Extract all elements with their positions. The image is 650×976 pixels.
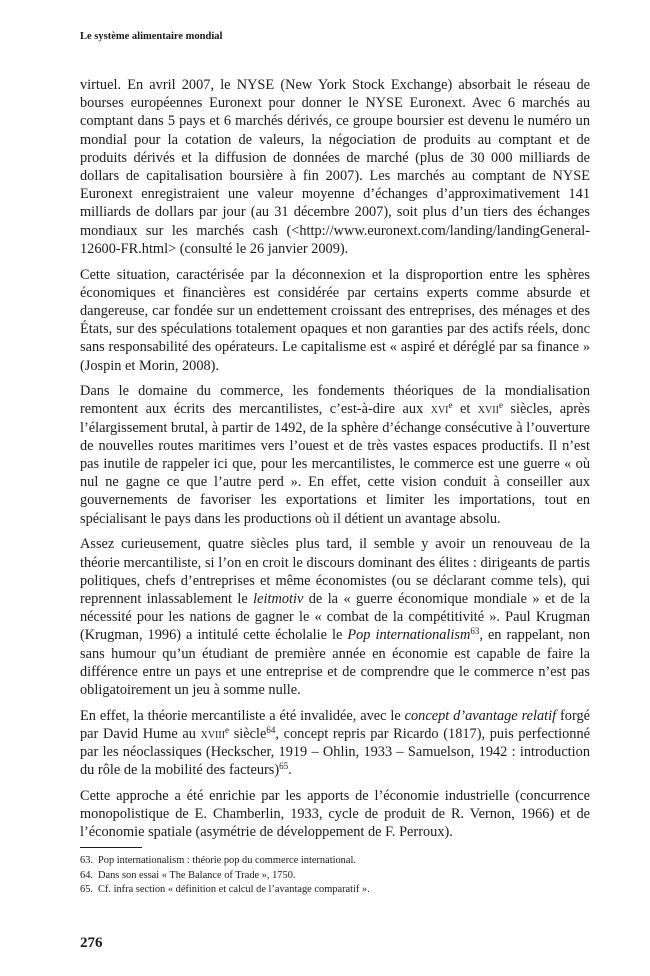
text-run: virtuel. En avril 2007, le NYSE (New York Stock Exchange) absorbait le réseau de bourses européennes Euronext pour donner le NYSE Euronext. Avec 6 marchés au comptant dans 5 pays et 6 marchés dérivés, ce groupe boursier est devenu le numéro un mondial pour la cotation de valeurs, la négociation de produits au comptant et de produits dérivés et la diffusion de données de marché (plus de 30 000 milliards de dollars de capitalisation boursière à fin 2007). Les marchés au comptant de NYSE Euronext enregistraient une valeur moyenne d’échanges d’approximativement 141 milliards de dollars par jour (au 31 décembre 2007), soit plus d’un tiers des échanges mondiaux sur les marchés cash (<http://www.euronext.com/landing/landingGeneral-12600-FR.html> (consulté le 26 janvier 2009). — [80, 77, 590, 257]
footnote-text: Cf. infra section « définition et calcul de l’avantage comparatif ». — [98, 884, 370, 896]
footnote-ref: 64 — [266, 724, 276, 735]
text-run: et — [452, 401, 478, 418]
footnotes — [80, 854, 590, 898]
paragraph — [80, 382, 590, 528]
text-run: En effet, la théorie mercantiliste a été invalidée, avec le — [80, 707, 405, 724]
footnote-text: Dans son essai « The Balance of Trade », 1750. — [98, 869, 296, 881]
ordinal-suffix: e — [225, 724, 230, 735]
text-run: siècles, après l’élargissement brutal, à partir de 1492, de la sphère d’échange consécutive à l’ouverture de nouvelles routes maritimes vers l’ouest et de très vastes espaces productifs. Il n’est pas inutile de rappeler ici que, pour les mercantilistes, le commerce est une guerre « où nul ne gagne ce que l’autre perd ». En effet, cette vision conduit à conseiller aux gouvernements de favoriser les exportations et limiter les importations, tout en spécialisant le pays dans les productions où il détient un avantage absolu. — [80, 401, 590, 527]
footnote-separator — [80, 847, 142, 848]
century-numeral: xviii — [200, 725, 226, 742]
text-run: Assez curieusement, quatre siècles plus tard, il semble y avoir un renouveau de la théorie mercantiliste, si l’on en croit le discours dominant des élites : dirigeants de partis politiques, chefs d’entreprises et même économistes (ou se déclarant comme tels), qui reprennent inlassablement le — [80, 536, 590, 607]
body-text — [80, 76, 590, 849]
text-run: Cette approche a été enrichie par les apports de l’économie industrielle (concurrence monopolistique de E. Chamberlin, 1933, cycle de produit de R. Vernon, 1966) et de l’économie spatiale (asymétrie de développement de F. Perroux). — [80, 788, 590, 841]
century-numeral: xvi — [430, 401, 449, 418]
century-numeral: xvii — [477, 401, 499, 418]
text-run: Cette situation, caractérisée par la déconnexion et la disproportion entre les sphères économiques et financières est considérée par certains experts comme absurde et dangereuse, car fondée sur un endettement croissant des entreprises, des ménages et des États, sur des spéculations totalement opaques et non garanties par des actifs réels, donc sans responsabilité des opérateurs. Le capitalisme est « aspiré et déréglé par sa finance » (Jospin et Morin, 2008). — [80, 266, 590, 374]
paragraph — [80, 707, 590, 780]
text-run: , en rappelant, non sans humour qu’un étudiant de première année en économie est capable de faire la différence entre un pays et une entreprise et de comprendre que le commerce n’est pas obligatoirement un jeu à somme nulle. — [80, 627, 590, 698]
footnote — [80, 854, 590, 869]
italic-text: Pop internationalism — [347, 627, 471, 644]
footnote-ref: 63 — [470, 626, 480, 637]
text-run: Dans le domaine du commerce, les fondements théoriques de la mondialisation remontent aux écrits des mercantilistes, c’est-à-dire aux — [80, 383, 590, 418]
text-run: , concept repris par Ricardo (1817), puis perfectionné par les néoclassiques (Heckscher, 1919 – Ohlin, 1933 – Samuelson, 1942 : introduction du rôle de la mobilité des facteurs) — [80, 725, 590, 779]
footnote-number: 63. — [80, 855, 93, 866]
running-head: Le système alimentaire mondial — [80, 31, 223, 42]
paragraph — [80, 787, 590, 842]
ordinal-suffix: e — [498, 400, 503, 411]
text-run: forgé par David Hume au — [80, 707, 590, 742]
italic-text: leitmotiv — [253, 590, 304, 607]
italic-text: concept d’avantage relatif — [404, 707, 557, 724]
paragraph — [80, 76, 590, 258]
footnote-number: 64. — [80, 869, 93, 881]
text-run: siècle — [229, 725, 267, 742]
text-run: . — [288, 762, 292, 779]
ordinal-suffix: e — [448, 400, 453, 411]
page-number: 276 — [80, 935, 103, 951]
text-run: de la « guerre économique mondiale » et de la nécessité pour les nations de gagner le « combat de la compétitivité ». Paul Krugman (Krugman, 1996) a intitulé cette écholalie le — [80, 590, 590, 644]
footnote — [80, 869, 590, 884]
paragraph — [80, 266, 590, 375]
footnote-ref: 65 — [279, 761, 289, 772]
footnote-number: 65. — [80, 884, 93, 896]
footnote — [80, 883, 590, 898]
paragraph — [80, 535, 590, 699]
footnote-text: Pop internationalism : théorie pop du commerce international. — [98, 855, 356, 866]
